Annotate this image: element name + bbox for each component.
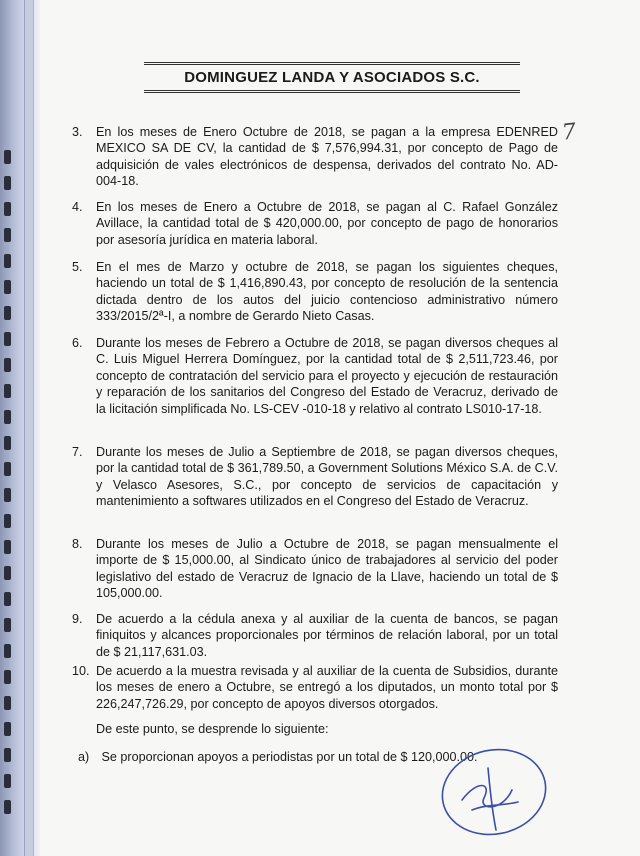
item-number: 4.	[72, 200, 83, 214]
item-text: De acuerdo a la cédula anexa y al auxiliar de la cuenta de bancos, se pagan finiquitos y alcances proporcionales por términos de relación laboral, por un total de $ 21,117,631.03.	[96, 612, 558, 659]
binding-strip	[0, 0, 40, 856]
binding-hole	[4, 332, 11, 346]
binding-hole	[4, 514, 11, 528]
binding-hole	[4, 592, 11, 606]
list-item	[72, 199, 558, 248]
list-item	[72, 611, 558, 660]
binding-hole	[4, 176, 11, 190]
list-item	[72, 536, 558, 602]
item-text: Durante los meses de Julio a Septiembre de 2018, se pagan diversos cheques, por la cantidad total de $ 361,789.50, a Government Solutions México S.A. de C.V. y Velasco Asesores, S.C., por concepto de servicios de capacitación y mantenimiento a softwares utilizados en el Congreso del Estado de Veracruz.	[96, 445, 558, 509]
binding-hole	[4, 670, 11, 684]
binding-hole	[4, 462, 11, 476]
binding-hole	[4, 358, 11, 372]
item-text: De acuerdo a la muestra revisada y al auxiliar de la cuenta de Subsidios, durante los meses de enero a Octubre, se entregó a los diputados, un monto total por $ 226,247,726.29, por concepto de apoyos diversos otorgados.	[96, 664, 558, 711]
letterhead	[144, 62, 520, 93]
item-text: Durante los meses de Febrero a Octubre de 2018, se pagan diversos cheques al C. Luis Miguel Herrera Domínguez, por la cantidad total de $ 2,511,723.46, por concepto de contratación del servicio para el proyecto y ejecución de restauración y reparación de los sanitarios del Congreso del Estado de Veracruz, derivado de la licitación simplificada No. LS-CEV -010-18 y relativo al contrato LS010-17-18.	[96, 336, 558, 416]
list-item	[72, 124, 558, 190]
binding-hole	[4, 540, 11, 554]
binding-hole	[4, 202, 11, 216]
binding-hole	[4, 306, 11, 320]
item-number: 3.	[72, 125, 83, 139]
binding-hole	[4, 280, 11, 294]
binding-hole	[4, 722, 11, 736]
binding-hole	[4, 800, 11, 814]
binding-hole	[4, 644, 11, 658]
binding-hole	[4, 228, 11, 242]
binding-hole	[4, 436, 11, 450]
item-number: 7.	[72, 445, 83, 459]
binding-hole	[4, 254, 11, 268]
binding-hole	[4, 748, 11, 762]
binding-hole	[4, 488, 11, 502]
item-text: En el mes de Marzo y octubre de 2018, se pagan los siguientes cheques, haciendo un total de $ 1,416,890.43, por concepto de resolución de la sentencia dictada dentro de los autos del juicio contencioso administrativo número 333/2015/2ª-I, a nombre de Gerardo Nieto Casas.	[96, 260, 558, 324]
handwritten-page-mark: 7	[560, 119, 578, 146]
binding-hole	[4, 618, 11, 632]
item-number: 6.	[72, 336, 83, 350]
item-number: 10.	[72, 664, 90, 678]
binding-hole	[4, 150, 11, 164]
sub-item-text: Se proporcionan apoyos a periodistas por un total de $ 120,000.00.	[101, 750, 478, 764]
item-number: 9.	[72, 612, 83, 626]
item-text: Durante los meses de Julio a Octubre de 2018, se pagan mensualmente el importe de $ 15,000.00, al Sindicato único de trabajadores al servicio del poder legislativo del estado de Veracruz de Ignacio de la Llave, haciendo un total de $ 105,000.00.	[96, 537, 558, 601]
binding-hole	[4, 384, 11, 398]
sub-item-letter: a)	[78, 750, 90, 764]
list-item	[72, 444, 558, 510]
item-number: 8.	[72, 537, 83, 551]
binding-hole	[4, 566, 11, 580]
item-text: En los meses de Enero Octubre de 2018, se pagan a la empresa EDENRED MEXICO SA DE CV, la cantidad de $ 7,576,994.31, por concepto de Pago de adquisición de vales electrónicos de despensa, derivados del contrato No. AD-004-18.	[96, 125, 558, 189]
binding-holes	[4, 150, 11, 826]
binding-hole	[4, 410, 11, 424]
item-number: 5.	[72, 260, 83, 274]
list-item	[72, 335, 558, 417]
list-item	[72, 663, 558, 712]
signature	[432, 740, 552, 840]
binding-edge	[24, 0, 34, 856]
list-item	[72, 259, 558, 325]
conclusion-text: De este punto, se desprende lo siguiente:	[96, 722, 329, 736]
binding-hole	[4, 774, 11, 788]
item-text: En los meses de Enero a Octubre de 2018, se pagan al C. Rafael González Avillace, la cantidad total de $ 420,000.00, por concepto de pago de honorarios por asesoría jurídica en materia laboral.	[96, 200, 558, 247]
binding-hole	[4, 696, 11, 710]
company-name: DOMINGUEZ LANDA Y ASOCIADOS S.C.	[184, 69, 480, 86]
